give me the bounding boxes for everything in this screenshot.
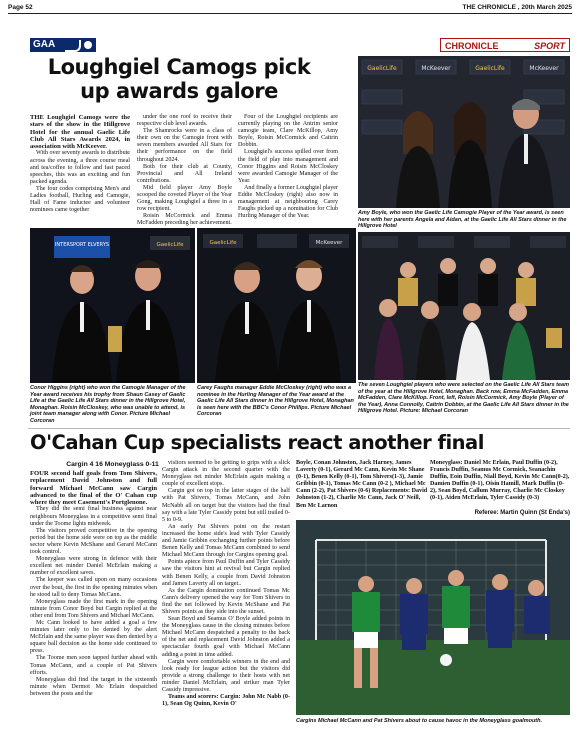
paragraph: Roisin McCormick and Emma McFadden preceding her achievement. [137, 213, 232, 227]
sport-label: SPORT [534, 41, 565, 51]
chronicle-sport-banner [440, 38, 570, 52]
paragraph: visitors seemed to be getting to grips with a slick Cargin attack in the second quarter with the Moneyglass net minder McErlain again making a couple of excellent stops. [162, 460, 290, 488]
paragraph: The Toome men soon tapped further ahead with Tomas McCann, and a couple of Pat Shivers efforts. [30, 655, 157, 676]
paragraph: Mc Cann looked to have added a goal a few minutes later only to be denied by the alert McErlain and the same player was then denied by a square ball decision as the home side continued to press. [30, 619, 157, 655]
caption-eddie-mccloskey: Carey Faughs manager Eddie McCloskey (right) who was a nominee in the Hurling Manager of the Year award at the Gaelic Life All Stars dinner in the Hillgrove Hotel, Monaghan is seen here with the BBC's Conor Phillips. Picture Michael Corcoran [197, 385, 354, 417]
gaa-label: GAA [33, 39, 56, 50]
sponsor-text: GaelicLife [156, 242, 184, 248]
article2-column-1 [30, 470, 157, 732]
paragraph: They did the semi final business against near neighbours Moneyglass in a competitive semi final under the Toome lights midweek. [30, 506, 157, 527]
paragraph: Mid field player Amy Boyle scooped the coveted Player of the Year Gong, making Loughgiel a three in a row recipient. [137, 184, 232, 213]
sponsor-text: McKeever [315, 240, 343, 246]
article2-lead: FOUR second half goals from Tom Shivers, replacement David Johnston and full forward Michael McCann saw Cargin advanced to the final of the O' Cahan cup where they meet Casement's Portglenone. [30, 470, 157, 507]
caption-amy-boyle: Amy Boyle, who won the Gaelic Life Camogie Player of the Year award, is seen here with her parents Angela and Aidan, at the Gaelic Life All Stars dinner in the Hillgrove Hotel [358, 210, 567, 229]
photo-eddie-mccloskey [197, 228, 356, 383]
caption-match-action: Cargins Michael McCann and Pat Shivers about to cause havoc in the Moneyglass goalmouth. [296, 718, 543, 724]
paragraph: Loughgiel's success spilled over from the field of play into management and Conor Higgins and Roisin McCloskey were awarded Camogie Manager of the Year. [238, 149, 338, 184]
paragraph: Cargin got on top in the latter stages of the half with Pat Shivers, Tomas McCann, and John McNabb all on target but the visitors had the final say with a late Tyler Cassidy point but still trailed 0-5 to 0-9. [162, 488, 290, 523]
paragraph: Four of the Loughgiel recipients are currently playing on the Antrim senior camogie team, Clare McKillop, Amy Boyle, Roisin McCormick and Caitrin Dobbin. [238, 114, 338, 149]
paragraph: Moneyglass did find the target in the sixteenth minute when Dermot Mc Erlain despatched between the posts and the [30, 676, 157, 697]
paragraph: And finally a former Loughgiel player Eddie McCloskey (right) also now in management at neighbouring Carey Faughs picked up a nomination for Club Hurling Manager of the Year. [238, 184, 338, 220]
sponsor-text: McKeever [421, 65, 451, 72]
paragraph: Moneyglass were strong in defence with their excellent net minder Daniel McErlain making a number of excellent saves. [30, 556, 157, 577]
sponsor-text: McKeever [529, 65, 559, 72]
paragraph: The Shamrocks were in a class of their own on the Camogie front with seven members awarded All Stars for their performance on the field throughout 2024. [137, 128, 232, 163]
match-score: Cargin 4 16 Moneyglass 0-11 [66, 461, 159, 468]
article1-column-2 [137, 114, 232, 227]
photo-match-action [296, 520, 570, 715]
paragraph: With over seventy awards to distribute across the evening, a three course meal and tea/coffee to follow and fast paced speeches, this was an exciting and fun packed agenda. [30, 150, 131, 185]
sponsor-text: GaelicLife [367, 65, 397, 72]
referee-line: Referee: Martin Quinn (St Enda's) [474, 510, 570, 516]
sponsor-text: GaelicLife [209, 240, 237, 246]
paragraph: Teams and scorers: Cargin: John Mc Nabb (0-1), Sean Og Quinn, Kevin O' [162, 694, 290, 708]
caption-conor-higgins: Conor Higgins (right) who won the Camogie Manager of the Year award receives his trophy from Shaun Casey of Gaelic Life at the Gaelic Life All Stars dinner in the Hillgrove Hotel, Monaghan. Roisin McCloskey, who was unable to attend, is joint team manager along with Conor. Picture Michael Corcoran [30, 385, 186, 424]
article2-column-2 [162, 460, 290, 732]
section-divider [28, 428, 570, 429]
hurl-icon [65, 40, 81, 52]
paragraph: The keeper was called upon on many occasions over the bout, the first in the opening minutes when he stood tall to deny Tomas McCann. [30, 577, 157, 598]
caption-seven-players: The seven Loughgiel players who were selected on the Gaelic Life All Stars team of the year at the Hillgrove Hotel, Monaghan. Back row, Emma McFadden, Emma McFadden, Clare McKillop. Front, left, Roisin McCormick, Amy Boyle (Player of the Year), Anna Connolly, Caitrin Dobbin, at the Gaelic Life All Stars dinner in the Hillgrove Hotel. Picture: Michael Corcoran [358, 382, 570, 414]
article1-column-3 [238, 114, 338, 220]
sponsor-text: GaelicLife [475, 65, 505, 72]
moneyglass-team-list: Moneyglass: Daniel Mc Erlain, Paul Duffin (0-2), Francis Duffin, Seamus Mc Cormick, Seanachin Duffin, Eoin Duffin, Niall Boyd, Kevin Mc Cann(0-2), Damien Duffin (0-1), Oisin Hamill, Mark Duffin (0-2), Sean Boyd, Callum Murray, Charlie Mc Closkey (0-1), Aiden McErlain, Tyler Cassidy (0-3) [430, 460, 570, 502]
photo-amy-boyle [358, 56, 570, 208]
paper-date: THE CHRONICLE , 20th March 2025 [462, 4, 572, 11]
headline-ocahan-cup: O'Cahan Cup specialists react another final [30, 431, 484, 454]
ball-icon [84, 41, 92, 49]
paragraph: The four codes comprising Men's and Ladies football, Hurling and Camogie, Hall of Fame inductee and volunteer nominees came together [30, 185, 130, 214]
article1-column-1 [30, 114, 130, 220]
chronicle-label: CHRONICLE [445, 41, 499, 51]
header-rule [8, 13, 572, 14]
sponsor-text: INTERSPORT ELVERYS [54, 242, 110, 248]
article1-lead: THE Loughgiel Camogs were the stars of the show in the Hillgrove Hotel for the annual Gaelic Life Club All Stars Awards 2024, in association with McKeever. [30, 114, 130, 151]
headline-camogs: Loughgiel Camogs pick up awards galore [47, 55, 311, 103]
photo-seven-players [358, 232, 570, 380]
gaa-logo [30, 38, 96, 52]
paragraph: Moneyglass made the first mark in the opening minute from Conor Boyd but Cargin replied at the other end from Tom Shivers and Michael McCann. [30, 598, 157, 619]
paragraph: The visitors proved competitive in the opening period but the home side were on top as the middle sector where Kevin McShane and Gerard McCann took control. [30, 527, 157, 556]
paragraph: Cargin were comfortable winners in the end and look ready for league action but the visitors did provide a strong challenge to their hosts with net minder Daniel McErlain, and striker man Tyler Cassidy impressive. [162, 658, 290, 693]
paragraph: under the one roof to receive their respective club level awards. [137, 114, 232, 128]
paragraph: Points apiece from Paul Duffin and Tyler Cassidy saw the visitors hint at revival but Cargin replied with Benen Kelly, a couple from David Johnston and James Laverty all on target.. [162, 559, 290, 587]
paragraph: Both for their club at County, Provincial and All Ireland contributions. [137, 163, 232, 184]
paragraph: As the Cargin domination continued Tomas Mc Cann's delivery opened the way for Tom Shivers to find the net followed by Kevin McShane and Pat Shivers points as they side into the sunset. [162, 587, 290, 615]
cargin-team-list: Boyle, Conan Johnston, Jack Harney, James Laverty (0-1), Gerard Mc Cann, Kevin Mc Shane (0-1), Benen Kelly (0-1), Tom Shivers(1-3), Jamie Gribbin (0-1), Tomas Mc Cann (0-2 ), Michael Mc Cann (2-2), Pat Shivers (0-6) Replacements: David Johnston (1-2), Charlie Mc Cann, Jack O' Neill, Ben Mc Larnon [296, 460, 428, 509]
page-number: Page 52 [8, 4, 33, 11]
paragraph: An early Pat Shivers point on the restart increased the home side's lead with Tyler Cassidy and Jamie Gribbin exchanging further points before Benen Kelly and Tomas McCann combined to send Michael McCann through for Cargins opening goal. [162, 523, 290, 559]
paragraph: Sean Boyd and Seamus O' Boyle added points in the Moneyglass cause in the closing minutes before Michael McCann despatched a penalty to the back of the net and replacement David Johnston added a spectacular fourth goal with Michael McCann adding a point in time added. [162, 616, 290, 658]
photo-conor-higgins [30, 228, 195, 383]
